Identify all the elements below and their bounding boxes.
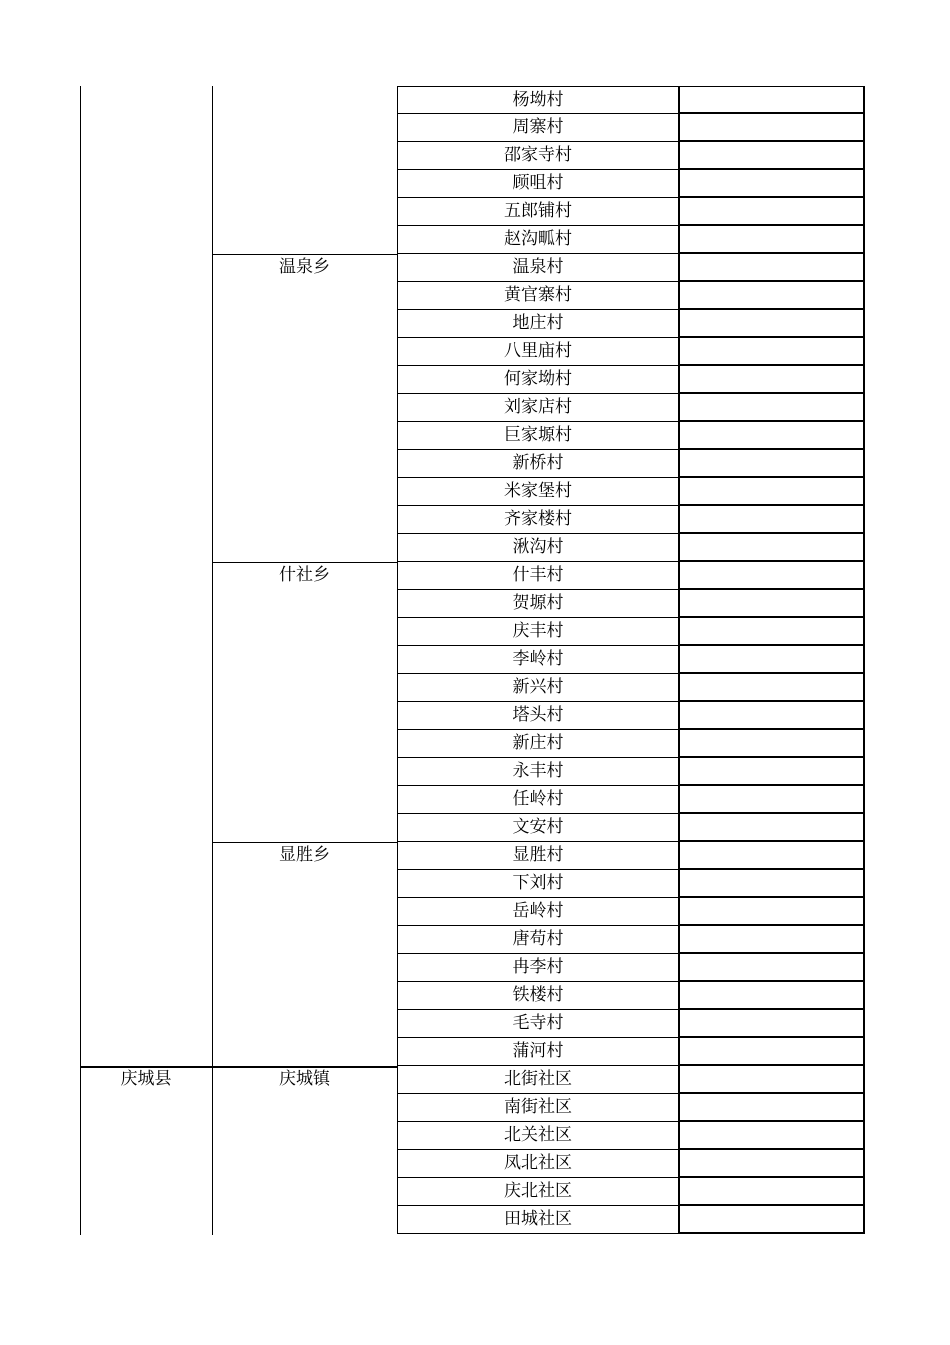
empty-cell <box>679 814 865 842</box>
empty-cell <box>679 142 865 170</box>
township-label: 什社乡 <box>279 565 330 585</box>
village-name-cell: 凤北社区 <box>397 1150 679 1178</box>
village-table <box>397 86 865 1234</box>
table-row <box>397 814 865 842</box>
table-row <box>397 142 865 170</box>
village-name-cell: 何家坳村 <box>397 366 679 394</box>
empty-cell <box>679 198 865 226</box>
village-name-cell: 南街社区 <box>397 1094 679 1122</box>
village-name-cell: 李岭村 <box>397 646 679 674</box>
village-name-cell: 显胜村 <box>397 842 679 870</box>
table-row <box>397 1010 865 1038</box>
empty-cell <box>679 674 865 702</box>
village-name-cell: 什丰村 <box>397 562 679 590</box>
village-name-cell: 八里庙村 <box>397 338 679 366</box>
village-name-cell: 地庄村 <box>397 310 679 338</box>
table-row <box>397 842 865 870</box>
empty-cell <box>679 898 865 926</box>
empty-cell <box>679 618 865 646</box>
village-name-cell: 杨坳村 <box>397 86 679 114</box>
village-name-cell: 唐苟村 <box>397 926 679 954</box>
table-row <box>397 1094 865 1122</box>
table-row <box>397 338 865 366</box>
village-name-cell: 巨家塬村 <box>397 422 679 450</box>
empty-cell <box>679 506 865 534</box>
table-row <box>397 506 865 534</box>
empty-cell <box>679 842 865 870</box>
table-row <box>397 786 865 814</box>
table-row <box>397 366 865 394</box>
empty-cell <box>679 702 865 730</box>
empty-cell <box>679 590 865 618</box>
table-row <box>397 1122 865 1150</box>
table-row <box>397 646 865 674</box>
empty-cell <box>679 338 865 366</box>
empty-cell <box>679 1178 865 1206</box>
village-name-cell: 毛寺村 <box>397 1010 679 1038</box>
empty-cell <box>679 422 865 450</box>
table-row <box>397 450 865 478</box>
village-name-cell: 庆丰村 <box>397 618 679 646</box>
empty-cell <box>679 562 865 590</box>
village-name-cell: 贺塬村 <box>397 590 679 618</box>
table-row <box>397 226 865 254</box>
table-row <box>397 198 865 226</box>
empty-cell <box>679 226 865 254</box>
village-name-cell: 北街社区 <box>397 1066 679 1094</box>
village-name-cell: 永丰村 <box>397 758 679 786</box>
village-name-cell: 新兴村 <box>397 674 679 702</box>
empty-cell <box>679 1150 865 1178</box>
township-label: 显胜乡 <box>279 845 330 865</box>
village-name-cell: 温泉村 <box>397 254 679 282</box>
empty-cell <box>679 254 865 282</box>
table-row <box>397 1066 865 1094</box>
village-name-cell: 米家堡村 <box>397 478 679 506</box>
table-row <box>397 1178 865 1206</box>
table-row <box>397 870 865 898</box>
empty-cell <box>679 114 865 142</box>
table-row <box>397 954 865 982</box>
empty-cell <box>679 534 865 562</box>
village-name-cell: 铁楼村 <box>397 982 679 1010</box>
empty-cell <box>679 310 865 338</box>
table-row <box>397 674 865 702</box>
table-row <box>397 170 865 198</box>
empty-cell <box>679 926 865 954</box>
empty-cell <box>679 1038 865 1066</box>
empty-cell <box>679 282 865 310</box>
empty-cell <box>679 86 865 114</box>
table-row <box>397 254 865 282</box>
empty-cell <box>679 1094 865 1122</box>
village-name-cell: 文安村 <box>397 814 679 842</box>
empty-cell <box>679 870 865 898</box>
table-row <box>397 618 865 646</box>
table-row <box>397 282 865 310</box>
village-name-cell: 岳岭村 <box>397 898 679 926</box>
table-row <box>397 1038 865 1066</box>
table-row <box>397 1150 865 1178</box>
village-name-cell: 黄官寨村 <box>397 282 679 310</box>
table-row <box>397 562 865 590</box>
table-row <box>397 702 865 730</box>
empty-cell <box>679 730 865 758</box>
empty-cell <box>679 786 865 814</box>
village-name-cell: 下刘村 <box>397 870 679 898</box>
village-name-cell: 冉李村 <box>397 954 679 982</box>
village-name-cell: 蒲河村 <box>397 1038 679 1066</box>
table-row <box>397 114 865 142</box>
village-name-cell: 任岭村 <box>397 786 679 814</box>
county-column-left-border <box>80 86 81 1235</box>
table-row <box>397 590 865 618</box>
village-name-cell: 新桥村 <box>397 450 679 478</box>
village-name-cell: 北关社区 <box>397 1122 679 1150</box>
county-label: 庆城县 <box>120 1069 172 1089</box>
table-row <box>397 926 865 954</box>
table-row <box>397 422 865 450</box>
village-name-cell: 顾咀村 <box>397 170 679 198</box>
table-row <box>397 1206 865 1234</box>
empty-cell <box>679 478 865 506</box>
village-name-cell: 田城社区 <box>397 1206 679 1234</box>
empty-cell <box>679 1206 865 1234</box>
table-row <box>397 758 865 786</box>
village-name-cell: 刘家店村 <box>397 394 679 422</box>
village-name-cell: 赵沟畖村 <box>397 226 679 254</box>
empty-cell <box>679 394 865 422</box>
table-row <box>397 730 865 758</box>
village-name-cell: 新庄村 <box>397 730 679 758</box>
township-label: 温泉乡 <box>279 257 330 277</box>
table-row <box>397 310 865 338</box>
empty-cell <box>679 450 865 478</box>
empty-cell <box>679 646 865 674</box>
table-row <box>397 478 865 506</box>
village-name-cell: 湫沟村 <box>397 534 679 562</box>
empty-cell <box>679 1066 865 1094</box>
empty-cell <box>679 982 865 1010</box>
empty-cell <box>679 170 865 198</box>
empty-cell <box>679 1010 865 1038</box>
table-row <box>397 982 865 1010</box>
village-name-cell: 邵家寺村 <box>397 142 679 170</box>
empty-cell <box>679 758 865 786</box>
empty-cell <box>679 954 865 982</box>
table-row <box>397 394 865 422</box>
village-name-cell: 五郎铺村 <box>397 198 679 226</box>
village-name-cell: 塔头村 <box>397 702 679 730</box>
village-name-cell: 齐家楼村 <box>397 506 679 534</box>
village-name-cell: 周寨村 <box>397 114 679 142</box>
table-row <box>397 534 865 562</box>
empty-cell <box>679 1122 865 1150</box>
table-row <box>397 898 865 926</box>
village-name-cell: 庆北社区 <box>397 1178 679 1206</box>
township-label: 庆城镇 <box>279 1069 330 1089</box>
empty-cell <box>679 366 865 394</box>
table-row <box>397 86 865 114</box>
